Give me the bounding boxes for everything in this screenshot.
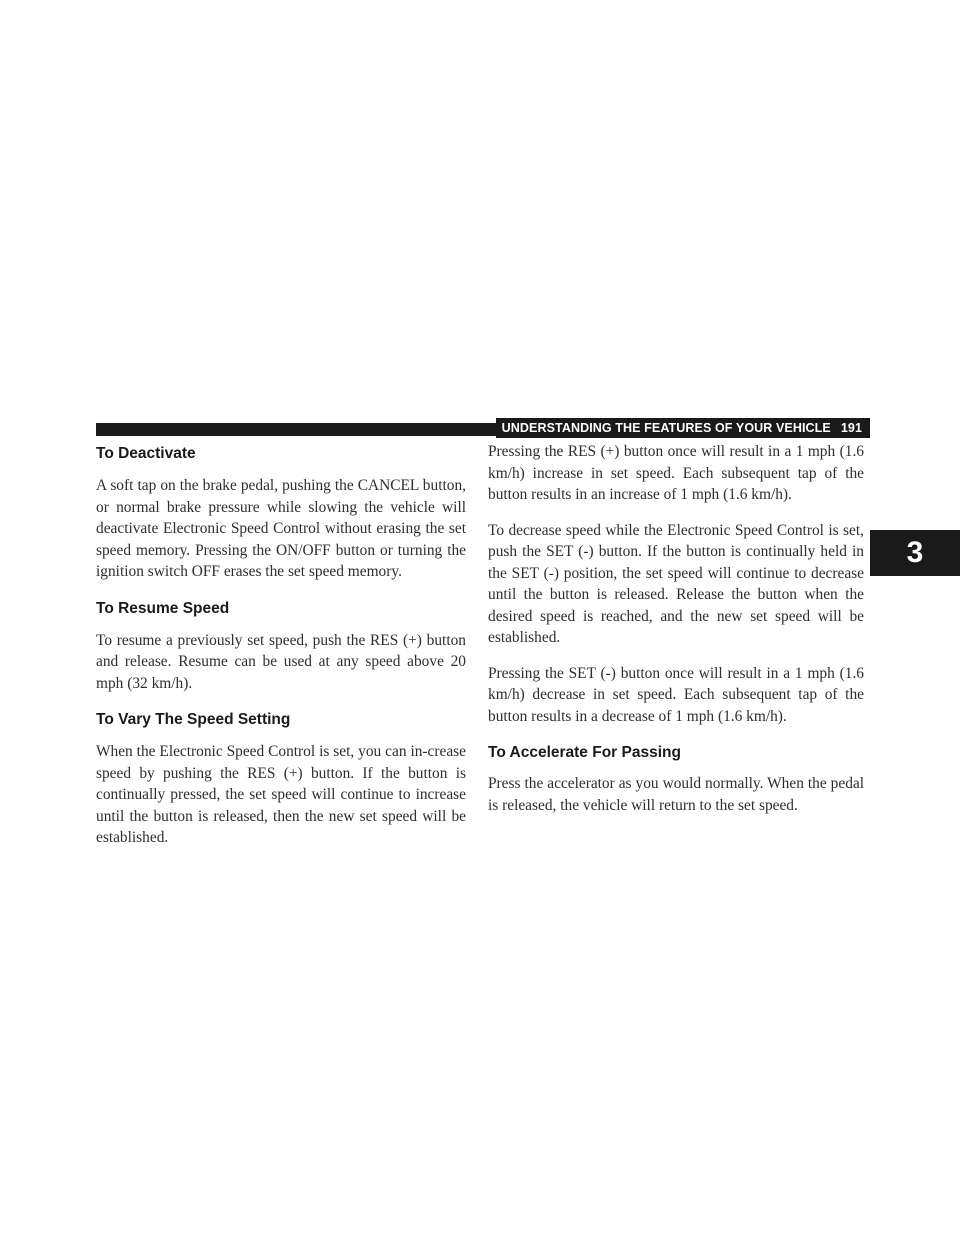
header-rule [96, 423, 496, 436]
paragraph-set-tap: Pressing the SET (-) button once will result in a 1 mph (1.6 km/h) decrease in set speed. Each subsequent tap of the button results in a decrease of 1 mph (1.6 km/h). [488, 664, 864, 725]
right-column [488, 441, 864, 830]
heading-vary-speed: To Vary The Speed Setting [96, 711, 291, 728]
page-number: 191 [840, 421, 862, 435]
paragraph-res-tap: Pressing the RES (+) button once will result in a 1 mph (1.6 km/h) increase in set speed. Each subsequent tap of the button results in an increase of 1 mph (1.6 km/h). [488, 443, 864, 503]
paragraph-deactivate: A soft tap on the brake pedal, pushing the CANCEL button, or normal brake pressure while slowing the vehicle will deactivate Electronic Speed Control without erasing the set speed memory. Pressing the ON/OFF button or turning the ignition switch OFF erases the set speed memory. [96, 477, 466, 580]
paragraph-accelerate-passing: Press the accelerator as you would normally. When the pedal is released, the vehicle will return to the set speed. [488, 775, 864, 814]
heading-deactivate: To Deactivate [96, 445, 196, 462]
left-column [96, 440, 466, 863]
paragraph-vary-speed: When the Electronic Speed Control is set, you can in-crease speed by pushing the RES (+) button. If the button is continually pressed, the set speed will continue to increase until the button is released, then the new set speed will be established. [96, 743, 466, 846]
paragraph-resume-speed: To resume a previously set speed, push the RES (+) button and release. Resume can be used at any speed above 20 mph (32 km/h). [96, 631, 466, 692]
page-header [496, 418, 870, 438]
heading-resume-speed: To Resume Speed [96, 599, 230, 617]
heading-accelerate-passing: To Accelerate For Passing [488, 744, 681, 761]
chapter-number: 3 [906, 536, 924, 569]
paragraph-decrease-speed: To decrease speed while the Electronic Speed Control is set, push the SET (-) button. If the button is continually held in the SET (-) position, the set speed will continue to decrease until the button is released. Release the button when the desired speed is reached, and the new set speed will be established. [488, 521, 864, 646]
running-title: UNDERSTANDING THE FEATURES OF YOUR VEHICLE [501, 421, 831, 435]
chapter-tab [870, 530, 960, 576]
